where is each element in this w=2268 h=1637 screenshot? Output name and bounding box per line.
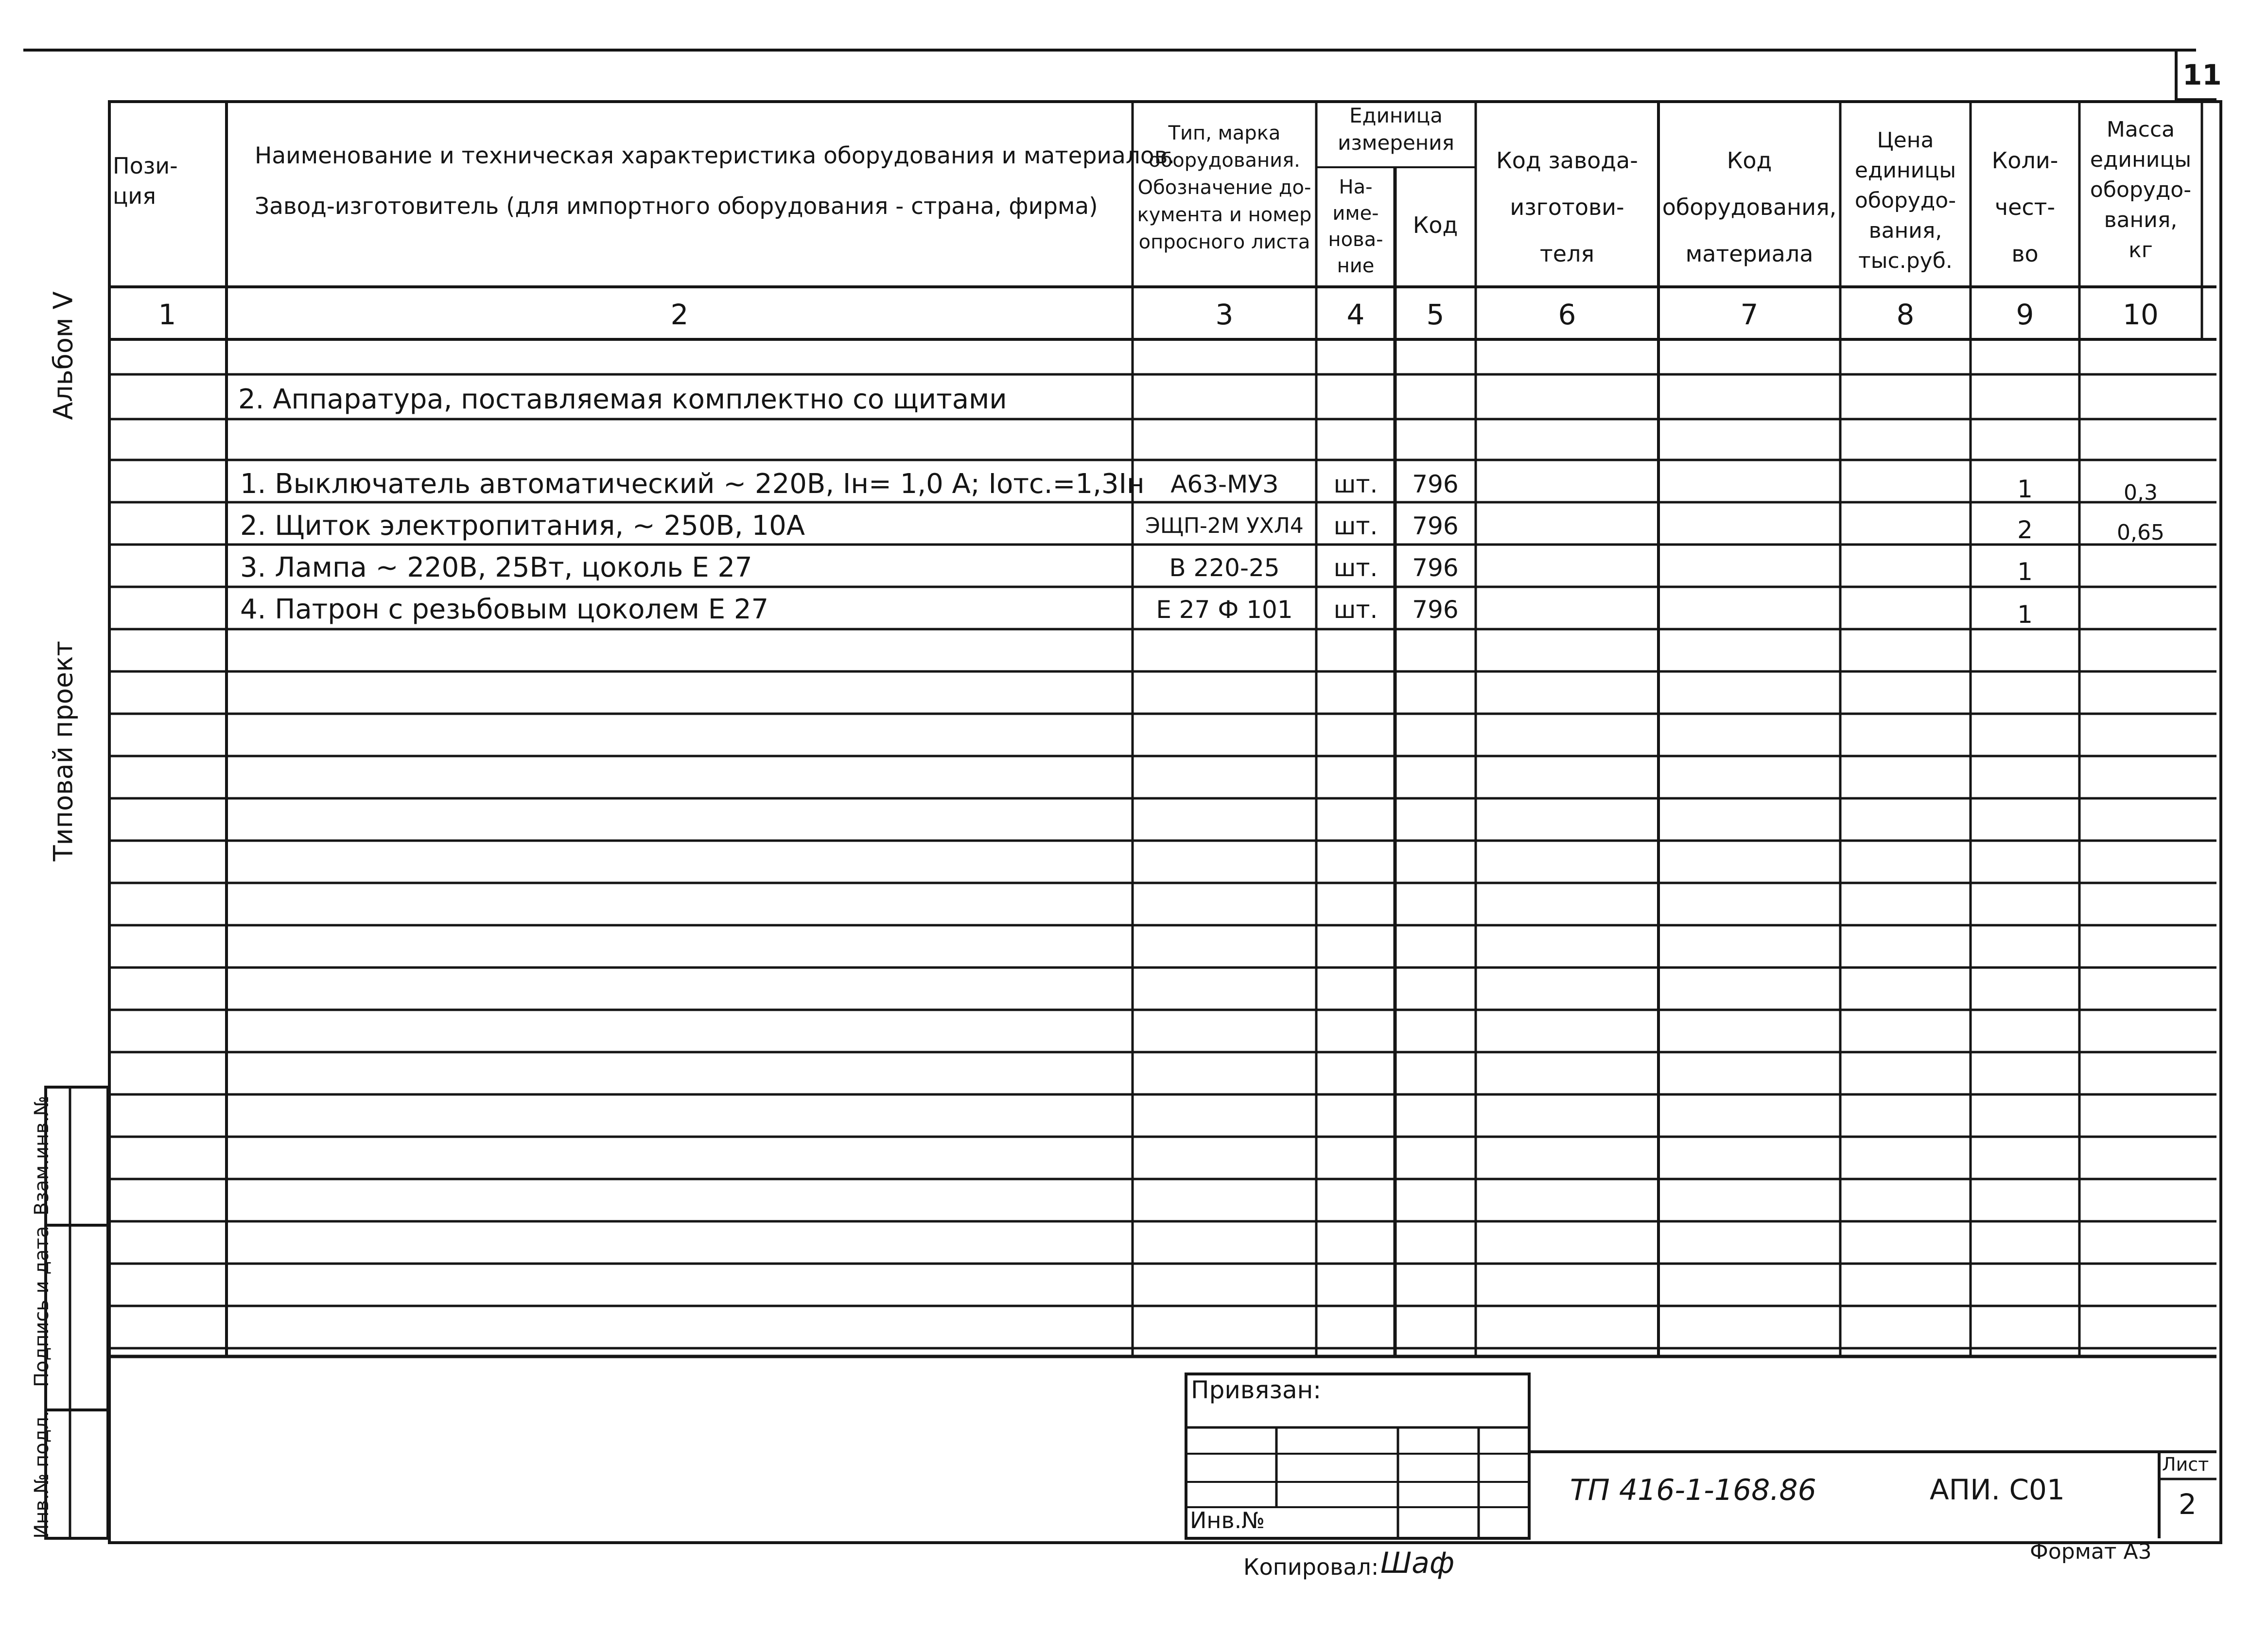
list-label: Лист: [2162, 1454, 2209, 1475]
format-label: Формат А3: [2030, 1539, 2152, 1564]
col-number: 10: [2123, 298, 2159, 331]
header-name-line1: Наименование и техническая характеристика оборудования и материалов.: [255, 142, 1175, 169]
row-mass: 0,65: [2117, 520, 2164, 545]
row-unit: шт.: [1333, 596, 1378, 624]
list-number: 2: [2179, 1488, 2197, 1521]
copied-by-label: Копировал:: [1243, 1554, 1379, 1580]
header-name-line2: Завод-изготовитель (для импортного оборудования - страна, фирма): [255, 193, 1098, 220]
row-code: 796: [1412, 554, 1459, 582]
album-code: АПИ. С01: [1930, 1473, 2065, 1506]
row-unit: шт.: [1333, 470, 1378, 498]
header-position: Пози- ция: [113, 153, 178, 209]
album-label: Альбом V: [48, 291, 79, 420]
row-mass: 0,3: [2124, 480, 2158, 505]
row-qty: 1: [2017, 600, 2033, 629]
stamp-box-label: Взам.инв.№: [31, 1095, 53, 1216]
row-type: ЭЩП-2М УХЛ4: [1145, 513, 1304, 538]
row-qty: 1: [2017, 475, 2033, 503]
header-price: Цена единицы оборудо- вания, тыс.руб.: [1854, 128, 1956, 273]
col-number: 1: [158, 298, 176, 331]
row-code: 796: [1412, 512, 1459, 540]
row-name: 4. Патрон с резьбовым цоколем Е 27: [240, 594, 769, 625]
header-unit-group: Единица измерения: [1338, 104, 1454, 155]
row-name: 1. Выключатель автоматический ~ 220В, Iн= 1,0 А; Iотс.=1,3Iн: [240, 468, 1145, 500]
header-unit-name: На- име- нова- ние: [1328, 176, 1383, 277]
col-number: 3: [1215, 298, 1234, 331]
section-title: 2. Аппаратура, поставляемая комплектно со щитами: [238, 384, 1007, 415]
row-name: 2. Щиток электропитания, ~ 250В, 10А: [240, 510, 805, 542]
header-quantity: Коли- чест- во: [1991, 147, 2059, 267]
col-number: 9: [2016, 298, 2034, 331]
col-number: 4: [1346, 298, 1365, 331]
stamp-box-label: Подпись и дата: [31, 1226, 53, 1387]
col-number: 2: [670, 298, 689, 331]
row-qty: 2: [2017, 516, 2033, 544]
sheet-corner-number: 11: [2182, 58, 2222, 91]
row-type: Е 27 Ф 101: [1156, 596, 1293, 624]
col-number: 7: [1740, 298, 1759, 331]
header-equipment-code: Код оборудования, материала: [1662, 147, 1837, 267]
row-qty: 1: [2017, 558, 2033, 586]
header-unit-code: Код: [1413, 212, 1458, 238]
row-code: 796: [1412, 596, 1459, 624]
row-type: А63-МУЗ: [1170, 470, 1278, 498]
row-name: 3. Лампа ~ 220В, 25Вт, цоколь Е 27: [240, 552, 752, 583]
stamp-box-label: Инв.№ подл.: [31, 1410, 53, 1539]
row-type: В 220-25: [1169, 554, 1280, 582]
row-code: 796: [1412, 470, 1459, 498]
col-number: 5: [1426, 298, 1445, 331]
inv-label: Инв.№: [1190, 1507, 1265, 1533]
col-number: 8: [1896, 298, 1915, 331]
project-label: Типовай проект: [48, 640, 79, 862]
header-mass: Масса единицы оборудо- вания, кг: [2090, 117, 2192, 263]
copier-signature: Шаф: [1380, 1546, 1455, 1580]
header-type: Тип, марка оборудования. Обозначение до- кумента и номер опросного листа: [1137, 122, 1312, 253]
col-number: 6: [1558, 298, 1576, 331]
privyazan-label: Привязан:: [1191, 1376, 1322, 1404]
row-unit: шт.: [1333, 554, 1378, 582]
header-manufacturer-code: Код завода- изготови- теля: [1496, 147, 1638, 267]
doc-code: ТП 416-1-168.86: [1570, 1473, 1816, 1507]
row-unit: шт.: [1333, 512, 1378, 540]
